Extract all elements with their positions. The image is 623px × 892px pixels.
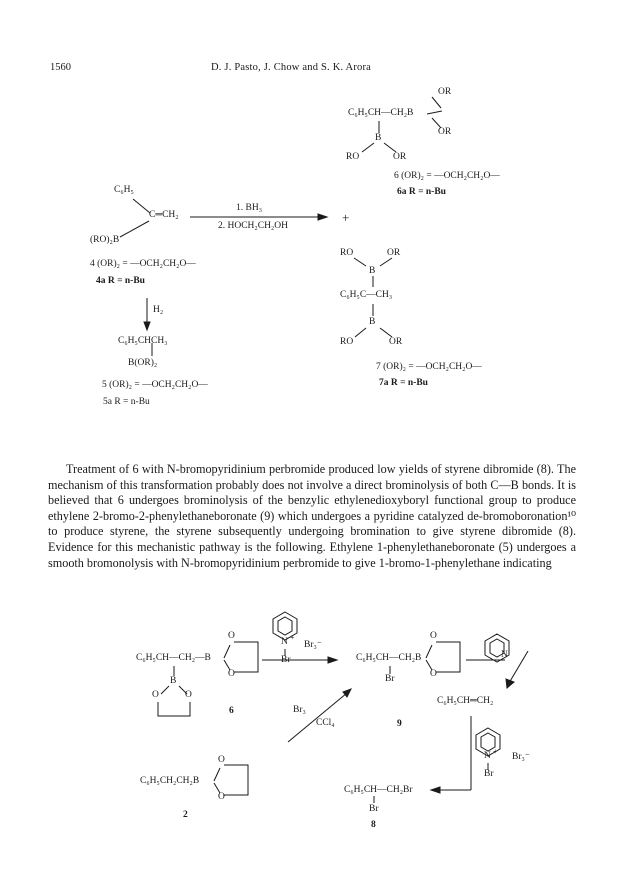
c6-note-2: 6a R = n-Bu (397, 187, 446, 197)
c4-boryl: (RO)₂B (90, 235, 120, 245)
styrene: C₆H₅CH═CH₂ (437, 696, 494, 706)
h2-reagent: H₂ (153, 305, 164, 315)
s2-c6-label: 6 (229, 706, 234, 716)
plus-sign: + (342, 210, 350, 225)
s2-reagent-plus: + (290, 633, 295, 642)
c5-line-2: B(OR)₂ (128, 358, 158, 368)
c7-or-top: OR (387, 248, 401, 258)
c7-or-bottom: OR (389, 337, 403, 347)
reagent-ethylene-glycol: 2. HOCH₂CH₂OH (218, 221, 288, 231)
c6-chain: C₆H₅CH—CH₂B (348, 108, 414, 118)
c6-or-top: OR (438, 87, 452, 97)
s2-c6-o-right: O (185, 690, 192, 700)
c2-label: 2 (183, 810, 188, 820)
c6-or-right: OR (438, 127, 452, 137)
c8-br: Br (369, 804, 379, 814)
c9-br: Br (385, 674, 395, 684)
c9-label: 9 (397, 719, 402, 729)
c7-boron-bottom: B (369, 317, 376, 327)
c2-chain: C₆H₅CH₂CH₂B (140, 776, 200, 786)
s2-c6-o-top: O (228, 631, 235, 641)
c9-o-top: O (430, 631, 437, 641)
c6-or-bottom: OR (393, 152, 407, 162)
c7-note-2: 7a R = n-Bu (379, 378, 428, 388)
page-number: 1560 (50, 62, 71, 73)
s2-c6-chain: C₆H₅CH—CH₂—B (136, 653, 211, 663)
c9-o-bottom: O (430, 669, 437, 679)
c9-chain: C₆H₅CH—CH₂B (356, 653, 422, 663)
c5-line-1: C₆H₅CHCH₃ (118, 336, 168, 346)
paragraph-text: Treatment of 6 with N-bromopyridinium perbromide produced low yields of styrene dibromide (8). The mechanism of this transformation probably does not involve a direct brominolysis of both C—B bonds. It is believed that 6 undergoes brominolysis of the benzylic ethylenedioxyboryl functional group to produce ethylene 2-bromo-2-phenylethaneboronate (9) which undergoes a pyridine catalyzed de-bromoboronation¹⁰ to produce styrene, the styrene subsequently undergoing bromination to give styrene dibromide (8). Evidence for this mechanistic pathway is the following. Ethylene 1-phenylethaneboronate (5) undergoes a smooth bromonolysis with N-bromopyridinium perbromide to give 1-bromo-1-phenylethane indicating (48, 462, 576, 570)
s2-reagent-br: Br (281, 655, 291, 665)
br3-label: Br₃ (293, 705, 306, 715)
s2-reagent-n: N (281, 637, 288, 647)
c5-note-2: 5a R = n-Bu (103, 397, 150, 407)
c7-ro-bottom: RO (340, 337, 354, 347)
s2-reagent-br3: Br₃⁻ (304, 640, 322, 650)
c2-o-top: O (218, 755, 225, 765)
c4-note-2: 4a R = n-Bu (96, 276, 145, 286)
pyridine-n: N (501, 650, 508, 660)
s2-c6-o-bottom: O (228, 669, 235, 679)
c7-chain: C₆H₅C—CH₃ (340, 290, 393, 300)
c6-note-1: 6 (OR)₂ = —OCH₂CH₂O— (394, 171, 500, 181)
reagent-bh3: 1. BH₃ (236, 203, 263, 213)
c6-boron: B (375, 133, 382, 143)
right-reagent-n: N (484, 751, 491, 761)
right-reagent-plus: + (493, 747, 498, 756)
c4-note-1: 4 (OR)₂ = —OCH₂CH₂O— (90, 259, 196, 269)
c5-note-1: 5 (OR)₂ = —OCH₂CH₂O— (102, 380, 208, 390)
c7-note-1: 7 (OR)₂ = —OCH₂CH₂O— (376, 362, 482, 372)
c7-boron-top: B (369, 266, 376, 276)
c8-label: 8 (371, 820, 376, 830)
c4-phenyl: C₆H₅ (114, 185, 134, 195)
right-reagent-br: Br (484, 769, 494, 779)
c2-o-bottom: O (218, 792, 225, 802)
c7-ro-top: RO (340, 248, 354, 258)
ccl4-label: CCl₄ (316, 718, 335, 728)
c6-ro: RO (346, 152, 360, 162)
c4-alkene: C═CH₂ (149, 210, 179, 220)
right-reagent-br3: Br₃⁻ (512, 752, 530, 762)
c8-chain: C₆H₅CH—CH₂Br (344, 785, 413, 795)
s2-c6-o-left: O (152, 690, 159, 700)
s2-c6-boron: B (170, 676, 177, 686)
running-header-authors: D. J. Pasto, J. Chow and S. K. Arora (211, 62, 372, 73)
